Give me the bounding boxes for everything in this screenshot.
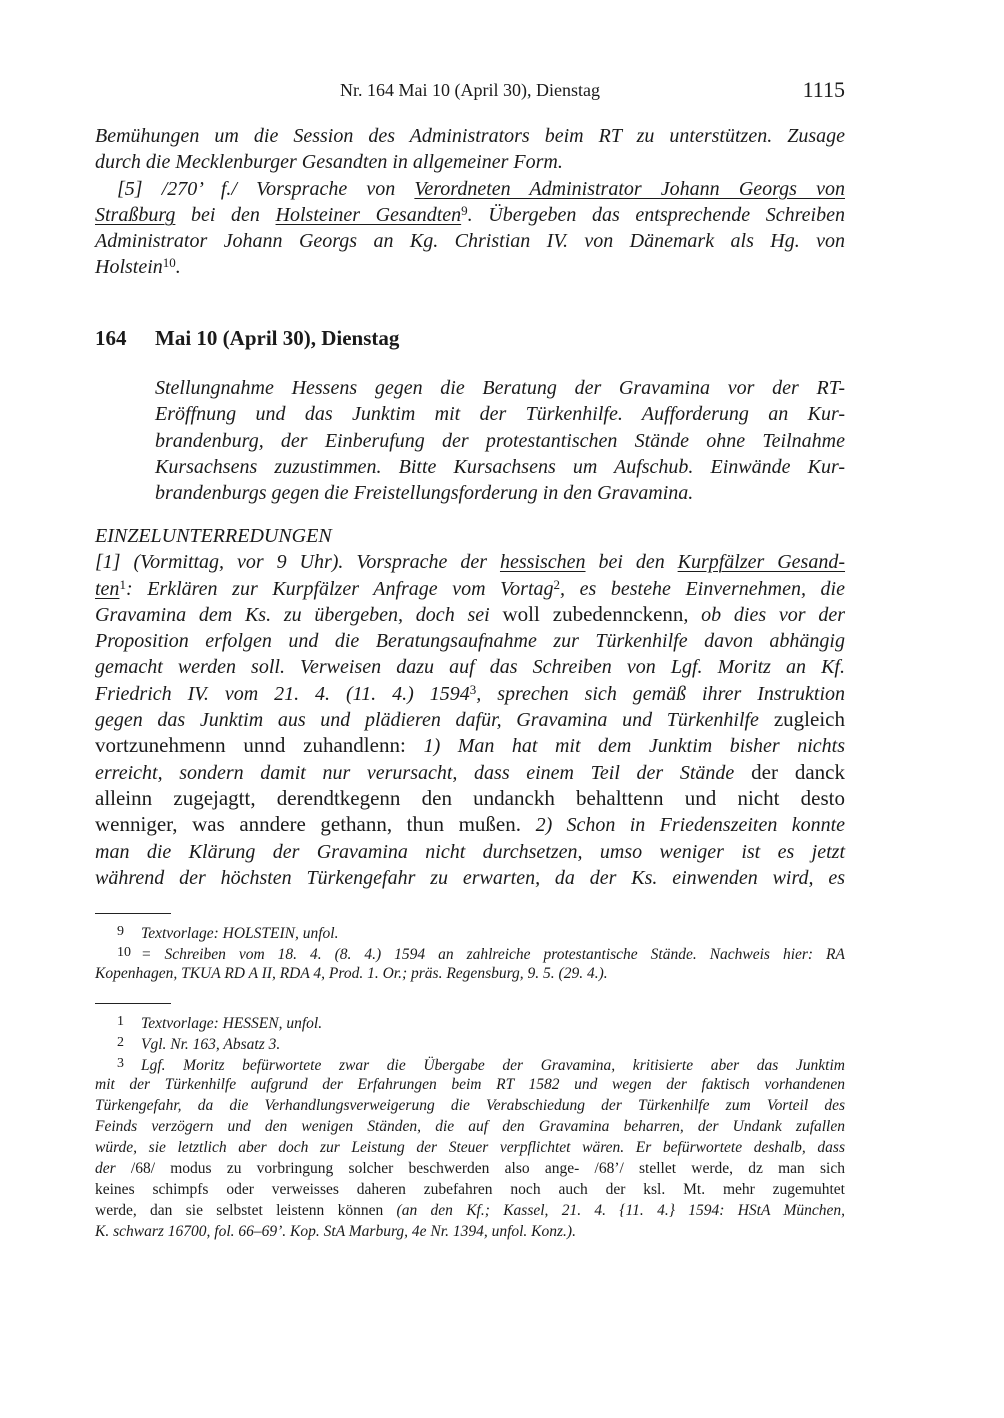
entry-heading bbox=[95, 326, 399, 351]
text-line bbox=[155, 479, 845, 505]
source-quote: werde, dan sie selbstet leistenn können bbox=[95, 1202, 397, 1219]
text-line bbox=[95, 864, 845, 890]
text-segment: . bbox=[175, 256, 181, 279]
text-segment: Straßburg bbox=[95, 203, 176, 226]
source-quote: wenniger, was anndere gethann, thun mußen. bbox=[95, 812, 536, 837]
text-segment: Proposition erfolgen und die Beratungsaufnahme zur Türkenhilfe davon abhängig bbox=[95, 630, 845, 653]
text-line bbox=[95, 201, 845, 227]
text-segment: Kursachsens zuzustimmen. Bitte Kursachsens um Aufschub. Einwände Kur- bbox=[155, 455, 845, 478]
entry-title: Mai 10 (April 30), Dienstag bbox=[155, 326, 400, 350]
text-segment: Verordneten Administrator Johann Georgs von bbox=[414, 177, 845, 200]
source-quote: vortzunehmenn unnd zuhandlenn: bbox=[95, 733, 424, 758]
text-segment: K. schwarz 16700, fol. 66–69’. Kop. StA Marburg, 4e Nr. 1394, unfol. Konz.). bbox=[95, 1223, 576, 1240]
footnote-reference: 10 bbox=[162, 255, 176, 271]
text-segment: Administrator Johann Georgs an Kg. Christian IV. von Dänemark als Hg. von bbox=[95, 230, 845, 253]
text-segment: bei den bbox=[585, 551, 678, 574]
footnote-number: 1 bbox=[117, 1014, 124, 1029]
text-segment: man die Klärung der Gravamina nicht durchsetzen, umso weniger ist es jetzt bbox=[95, 840, 845, 863]
text-segment: Vgl. Nr. 163, Absatz 3. bbox=[141, 1036, 281, 1053]
text-segment: durch die Mecklenburger Gesandten in allgemeiner Form. bbox=[95, 151, 563, 174]
text-segment: [5] /270’ f./ Vorsprache von bbox=[117, 177, 415, 200]
text-segment: Holstein bbox=[95, 256, 163, 279]
text-segment: , es bestehe Einvernehmen, die bbox=[560, 577, 845, 600]
text-line bbox=[95, 811, 845, 837]
text-segment: [1] (Vormittag, vor 9 Uhr). Vorsprache der bbox=[95, 551, 500, 574]
text-line bbox=[95, 1011, 845, 1032]
source-quote: /68/ modus zu vorbringung solcher beschwerden also ange- /68’/ stellet werde, dz man sich bbox=[130, 1160, 845, 1177]
text-segment: Lgf. Moritz befürwortete zwar die Übergabe der Gravamina, kritisierte aber das Junktim bbox=[141, 1057, 845, 1074]
entry-summary bbox=[155, 374, 845, 505]
text-line bbox=[95, 759, 845, 785]
text-segment: Stellungnahme Hessens gegen die Beratung der Gravamina vor der RT- bbox=[155, 377, 845, 399]
text-segment: , sprechen sich gemäß ihrer Instruktion bbox=[476, 682, 845, 705]
text-segment: , ob dies vor der bbox=[683, 603, 845, 626]
text-line bbox=[95, 122, 845, 148]
footnote-number: 3 bbox=[117, 1056, 124, 1071]
footnote-number: 10 bbox=[117, 945, 131, 960]
text-line bbox=[95, 732, 845, 758]
text-segment: während der höchsten Türkengefahr zu erwarten, da der Ks. einwenden wird, es bbox=[95, 866, 845, 889]
text-line bbox=[95, 680, 845, 706]
text-segment: 1) Man hat mit dem Junktim bisher nichts bbox=[423, 735, 845, 758]
source-quote: alleinn zugejagtt, derendtkegenn den undanckh behalttenn und nicht desto bbox=[95, 785, 845, 810]
text-segment: hessischen bbox=[499, 551, 586, 574]
text-segment: der bbox=[95, 1160, 131, 1177]
footnote-rule bbox=[95, 913, 171, 914]
text-segment: mit der Türkenhilfe aufgrund der Erfahrungen beim RT 1582 und wegen der faktisch vorhandenen bbox=[95, 1076, 845, 1093]
text-line bbox=[95, 785, 845, 811]
text-line bbox=[95, 1095, 845, 1116]
footnote-rule bbox=[95, 1003, 171, 1004]
text-segment: EINZELUNTERREDUNGEN bbox=[95, 525, 332, 547]
text-line bbox=[95, 175, 845, 201]
text-segment: . Übergeben das entsprechende Schreiben bbox=[467, 203, 845, 226]
text-line bbox=[95, 1074, 845, 1095]
source-quote: der danck bbox=[734, 759, 845, 784]
text-segment: erreicht, sondern damit nur verursacht, dass einem Teil der Stände bbox=[95, 761, 735, 784]
source-quote: woll zubedennckenn bbox=[502, 601, 684, 626]
footnotes-previous-entry bbox=[95, 921, 845, 984]
text-line bbox=[155, 374, 845, 400]
text-segment: würde, sie letztlich aber doch zur Leistung der Steuer verpflichtet wären. Er befürwortete deshalb, dass bbox=[95, 1139, 845, 1156]
running-head: Nr. 164 Mai 10 (April 30), Dienstag bbox=[340, 80, 600, 100]
text-segment: = Schreiben vom 18. 4. (8. 4.) 1594 an zahlreiche protestantische Stände. Nachweis hier: RA bbox=[141, 946, 845, 963]
footnote-reference: 1 bbox=[119, 576, 126, 592]
text-line bbox=[95, 1137, 845, 1158]
footnotes-current-entry bbox=[95, 1011, 845, 1242]
text-segment: Gravamina dem Ks. zu übergeben, doch sei bbox=[95, 603, 503, 626]
text-segment: bei den bbox=[175, 203, 276, 226]
text-line bbox=[95, 627, 845, 653]
text-line bbox=[95, 1158, 845, 1179]
text-line bbox=[95, 548, 845, 574]
text-line bbox=[95, 148, 845, 174]
text-line bbox=[95, 522, 845, 548]
text-line bbox=[95, 921, 845, 942]
text-segment: Textvorlage: HESSEN, unfol. bbox=[141, 1015, 323, 1032]
source-quote: keines schimpfs oder verweisses daheren zubefahren noch auch der ksl. Mt. mehr zugemuhtet bbox=[95, 1181, 845, 1198]
text-line bbox=[155, 453, 845, 479]
text-line bbox=[95, 253, 845, 279]
text-line bbox=[95, 963, 845, 984]
text-line bbox=[95, 706, 845, 732]
text-segment: ten bbox=[95, 577, 120, 600]
text-line bbox=[95, 653, 845, 679]
main-text bbox=[95, 522, 845, 890]
footnote-number: 2 bbox=[117, 1035, 124, 1050]
source-quote: zugleich bbox=[758, 707, 845, 732]
page-number: 1115 bbox=[802, 77, 845, 102]
text-line bbox=[95, 1116, 845, 1137]
text-segment: Textvorlage: HOLSTEIN, unfol. bbox=[141, 925, 339, 942]
text-segment: Kurpfälzer Gesand- bbox=[677, 551, 846, 574]
footnote-reference: 3 bbox=[469, 681, 477, 697]
text-line bbox=[95, 1179, 845, 1200]
text-segment: brandenburgs gegen die Freistellungsforderung in den Gravamina. bbox=[155, 482, 694, 505]
text-line bbox=[95, 942, 845, 963]
text-segment: 2) Schon in Friedenszeiten konnte bbox=[535, 814, 845, 837]
text-segment: Feinds verzögern und den wenigen Ständen, die auf den Gravamina beharren, der Undank zufallen bbox=[95, 1118, 845, 1135]
footnote-reference: 9 bbox=[461, 203, 468, 219]
text-segment: Bemühungen um die Session des Administrators beim RT zu unterstützen. Zusage bbox=[95, 125, 845, 147]
text-segment: gegen das Junktim aus und plädieren dafür, Gravamina und Türkenhilfe bbox=[95, 709, 759, 732]
footnote-reference: 2 bbox=[553, 576, 561, 592]
text-segment: brandenburg, der Einberufung der protestantischen Stände ohne Teilnahme bbox=[155, 429, 845, 452]
text-line bbox=[95, 1221, 845, 1242]
text-line bbox=[95, 1032, 845, 1053]
text-line bbox=[95, 601, 845, 627]
text-line bbox=[95, 575, 845, 601]
text-segment: (an den Kf.; Kassel, 21. 4. {11. 4.} 1594: HStA München, bbox=[396, 1202, 845, 1219]
text-line bbox=[155, 400, 845, 426]
text-line bbox=[155, 427, 845, 453]
text-segment: Friedrich IV. vom 21. 4. (11. 4.) 1594 bbox=[95, 682, 470, 705]
text-segment: Eröffnung und das Junktim mit der Türkenhilfe. Aufforderung an Kur- bbox=[155, 403, 845, 426]
text-segment: gemacht werden soll. Verweisen dazu auf das Schreiben von Lgf. Moritz an Kf. bbox=[95, 656, 845, 679]
continued-entry-text bbox=[95, 122, 845, 280]
text-line bbox=[95, 838, 845, 864]
text-segment: Holsteiner Gesandten bbox=[275, 203, 462, 226]
entry-number: 164 bbox=[95, 326, 127, 350]
text-line bbox=[95, 1053, 845, 1074]
footnote-number: 9 bbox=[117, 924, 124, 939]
text-segment: : Erklären zur Kurpfälzer Anfrage vom Vortag bbox=[125, 577, 554, 600]
text-line bbox=[95, 227, 845, 253]
text-segment: Türkengefahr, da die Verhandlungsverweigerung die Verabschiedung der Türkenhilfe zum Vorteil des bbox=[95, 1097, 845, 1114]
text-segment: Kopenhagen, TKUA RD A II, RDA 4, Prod. 1. Or.; präs. Regensburg, 9. 5. (29. 4.). bbox=[95, 965, 608, 982]
text-line bbox=[95, 1200, 845, 1221]
